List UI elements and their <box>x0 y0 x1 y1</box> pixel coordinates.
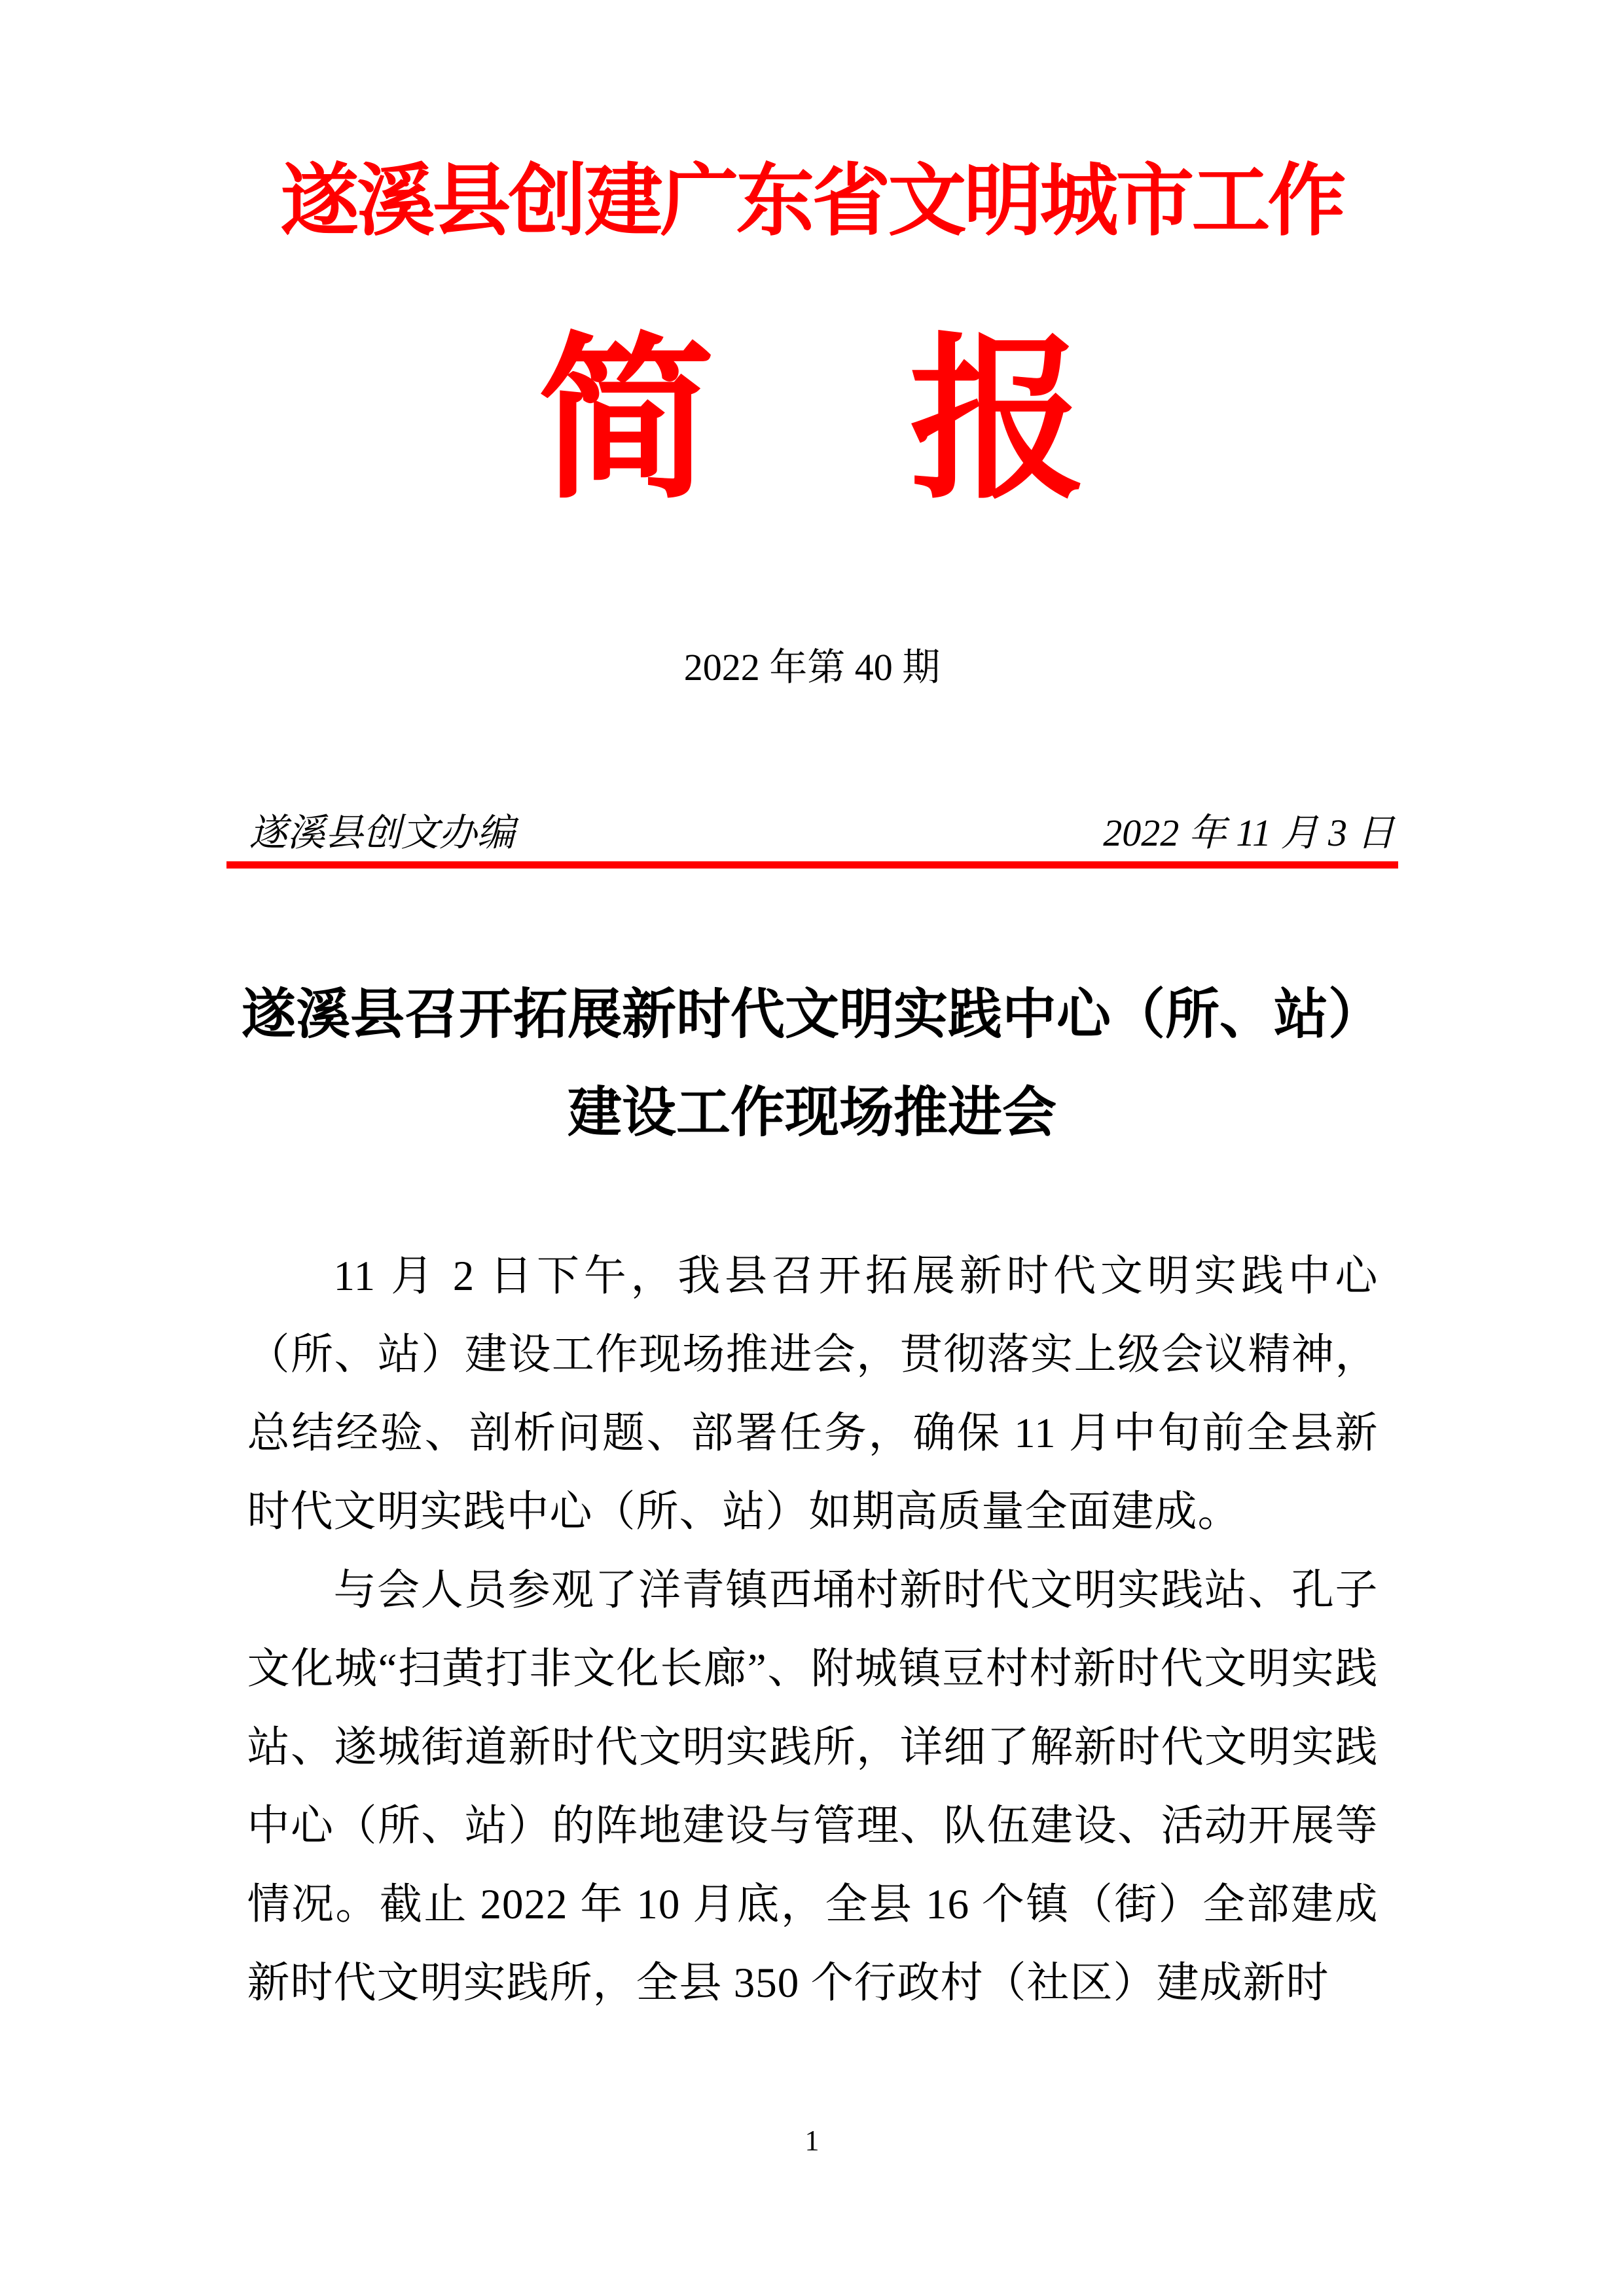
page-number: 1 <box>804 2125 820 2157</box>
article-paragraph: 与会人员参观了洋青镇西埇村新时代文明实践站、孔子文化城“扫黄打非文化长廊”、附城镇豆村村新时代文明实践站、遂城街道新时代文明实践所，详细了解新时代文明实践中心（所、站）的阵地建设与管理、队伍建设、活动开展等情况。截止 2022 年 10 月底，全县 16 个镇（街）全部建成新时代文明实践所，全县 350 个行政村（社区）建成新时 <box>247 1567 1379 2007</box>
article-paragraph: 11 月 2 日下午，我县召开拓展新时代文明实践中心（所、站）建设工作现场推进会，贯彻落实上级会议精神，总结经验、剖析问题、部署任务，确保 11 月中旬前全县新时代文明实践中心（所、站）如期高质量全面建成。 <box>247 1253 1379 1535</box>
issue-date: 2022 年 11 月 3 日 <box>1103 812 1395 854</box>
editor-label: 遂溪县创文办编 <box>249 812 515 854</box>
article-heading <box>226 965 1398 1162</box>
page-content <box>226 0 1398 2022</box>
article-heading-line1: 遂溪县召开拓展新时代文明实践中心（所、站） <box>242 984 1382 1045</box>
issue-number-line: 2022 年第 40 期 <box>683 646 941 689</box>
editor-date-row <box>226 812 1398 855</box>
masthead-title: 简 报 <box>537 324 1087 520</box>
article-heading-line2: 建设工作现场推进会 <box>568 1083 1056 1143</box>
article-body <box>226 1237 1398 2022</box>
masthead-org-line: 遂溪县创建广东省文明城市工作 <box>280 158 1344 245</box>
red-divider-rule <box>226 861 1398 869</box>
